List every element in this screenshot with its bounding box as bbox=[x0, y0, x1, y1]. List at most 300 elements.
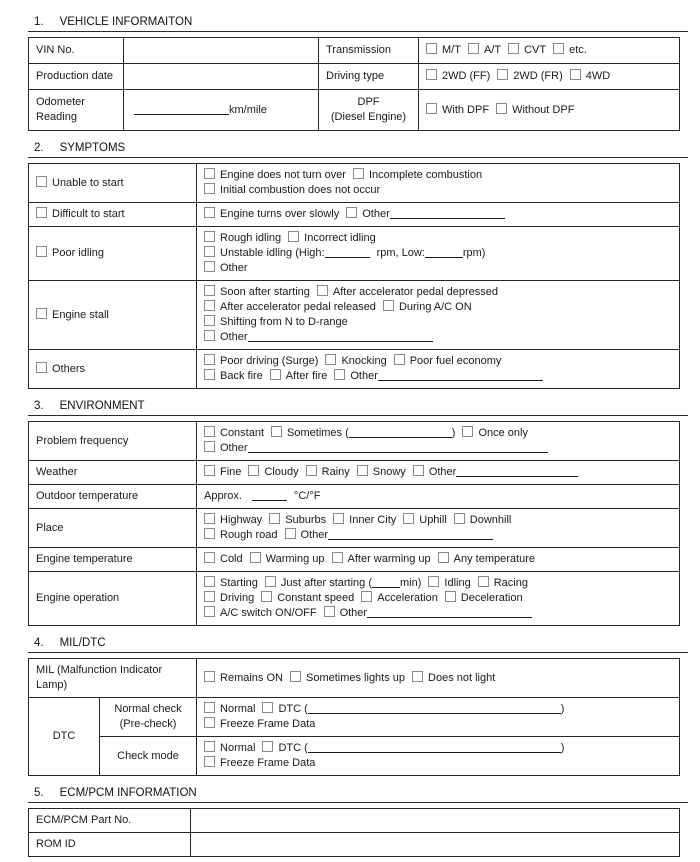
checkbox-icon[interactable] bbox=[462, 426, 473, 437]
checkbox-option[interactable] bbox=[204, 552, 243, 567]
checkbox-option[interactable] bbox=[306, 465, 350, 480]
checkbox-icon[interactable] bbox=[204, 369, 215, 380]
checkbox-icon[interactable] bbox=[357, 465, 368, 476]
checkbox-icon[interactable] bbox=[204, 606, 215, 617]
checkbox-option[interactable] bbox=[204, 576, 258, 591]
checkbox-icon[interactable] bbox=[271, 426, 282, 437]
checkbox-icon[interactable] bbox=[204, 330, 215, 341]
checkbox-option[interactable] bbox=[334, 369, 378, 384]
table-row bbox=[29, 833, 680, 857]
table-row bbox=[29, 350, 680, 389]
label-cell bbox=[29, 227, 197, 281]
checkbox-option[interactable] bbox=[204, 369, 263, 384]
label-cell bbox=[319, 90, 419, 131]
blank-line[interactable] bbox=[134, 103, 229, 115]
checkbox-option[interactable] bbox=[478, 576, 528, 591]
checkbox-option[interactable] bbox=[204, 168, 346, 183]
blank-line[interactable] bbox=[372, 576, 400, 588]
option-label: Engine does not turn over bbox=[220, 169, 346, 181]
static-text: VIN No. bbox=[36, 44, 75, 56]
checkbox-option[interactable] bbox=[204, 300, 376, 315]
checkbox-icon[interactable] bbox=[496, 103, 507, 114]
checkbox-option[interactable] bbox=[324, 606, 368, 621]
form-line bbox=[36, 69, 116, 84]
static-text: Transmission bbox=[326, 44, 391, 56]
checkbox-icon[interactable] bbox=[412, 671, 423, 682]
checkbox-icon[interactable] bbox=[426, 43, 437, 54]
input-cell[interactable] bbox=[124, 64, 319, 90]
checkbox-option[interactable] bbox=[269, 513, 326, 528]
checkbox-option[interactable] bbox=[288, 231, 376, 246]
checkbox-option[interactable] bbox=[36, 207, 125, 222]
option-label: After warming up bbox=[347, 553, 431, 565]
checkbox-option[interactable] bbox=[497, 69, 563, 84]
option-label: Driving bbox=[220, 592, 255, 604]
blank-line[interactable] bbox=[308, 702, 561, 714]
static-text: Driving type bbox=[326, 70, 385, 82]
option-label: Other bbox=[339, 607, 368, 619]
table-row bbox=[29, 64, 680, 90]
option-label: Difficult to start bbox=[52, 208, 125, 220]
form-line bbox=[107, 749, 189, 764]
checkbox-option[interactable] bbox=[361, 591, 438, 606]
static-text: rpm, Low: bbox=[376, 247, 425, 259]
form-line bbox=[204, 591, 672, 606]
option-label: After accelerator pedal released bbox=[220, 301, 376, 313]
checkbox-option[interactable] bbox=[204, 426, 264, 441]
checkbox-icon[interactable] bbox=[204, 300, 215, 311]
option-label: Unstable idling (High: bbox=[220, 247, 325, 259]
checkbox-option[interactable] bbox=[428, 576, 470, 591]
checkbox-option[interactable] bbox=[468, 43, 501, 58]
checkbox-icon[interactable] bbox=[346, 207, 357, 218]
section-number: 5. bbox=[34, 787, 44, 799]
checkbox-option[interactable] bbox=[204, 741, 255, 756]
option-label: Highway bbox=[220, 514, 263, 526]
checkbox-icon[interactable] bbox=[204, 513, 215, 524]
option-label: Constant speed bbox=[277, 592, 355, 604]
checkbox-option[interactable] bbox=[265, 576, 372, 591]
form-line bbox=[204, 354, 672, 369]
blank-line[interactable] bbox=[252, 489, 287, 501]
checkbox-icon[interactable] bbox=[394, 354, 405, 365]
checkbox-option[interactable] bbox=[204, 671, 283, 686]
checkbox-icon[interactable] bbox=[36, 207, 47, 218]
option-label: After fire bbox=[285, 370, 328, 382]
checkbox-option[interactable] bbox=[553, 43, 587, 58]
checkbox-icon[interactable] bbox=[204, 207, 215, 218]
checkbox-option[interactable] bbox=[317, 285, 498, 300]
checkbox-icon[interactable] bbox=[204, 285, 215, 296]
form-line bbox=[36, 43, 116, 58]
blank-line[interactable] bbox=[308, 741, 561, 753]
checkbox-option[interactable] bbox=[204, 330, 248, 345]
checkbox-option[interactable] bbox=[204, 528, 278, 543]
section-heading bbox=[28, 637, 688, 653]
option-label: Other bbox=[428, 466, 457, 478]
blank-line[interactable] bbox=[390, 207, 505, 219]
checkbox-icon[interactable] bbox=[383, 300, 394, 311]
option-label: Poor driving (Surge) bbox=[220, 355, 319, 367]
checkbox-option[interactable] bbox=[290, 671, 405, 686]
checkbox-icon[interactable] bbox=[204, 426, 215, 437]
checkbox-option[interactable] bbox=[394, 354, 502, 369]
checkbox-option[interactable] bbox=[332, 552, 431, 567]
static-text: Engine temperature bbox=[36, 553, 133, 565]
option-label: Sometimes lights up bbox=[305, 671, 406, 684]
label-cell bbox=[29, 422, 197, 461]
checkbox-icon[interactable] bbox=[553, 43, 564, 54]
static-text: ROM ID bbox=[36, 838, 76, 850]
option-label: With DPF bbox=[442, 103, 490, 116]
checkbox-option[interactable] bbox=[261, 591, 354, 606]
content-cell bbox=[419, 90, 680, 131]
checkbox-option[interactable] bbox=[508, 43, 546, 58]
option-label: Sometimes ( bbox=[287, 427, 349, 439]
checkbox-icon[interactable] bbox=[204, 246, 215, 257]
option-label: Incomplete combustion bbox=[368, 169, 483, 181]
checkbox-icon[interactable] bbox=[306, 465, 317, 476]
static-text: Outdoor temperature bbox=[36, 490, 139, 502]
checkbox-option[interactable] bbox=[426, 103, 489, 118]
checkbox-icon[interactable] bbox=[413, 465, 424, 476]
checkbox-option[interactable] bbox=[353, 168, 482, 183]
content-cell bbox=[197, 203, 680, 227]
checkbox-icon[interactable] bbox=[36, 176, 47, 187]
checkbox-option[interactable] bbox=[204, 315, 348, 330]
checkbox-icon[interactable] bbox=[570, 69, 581, 80]
option-label: 2WD (FR) bbox=[513, 70, 563, 82]
checkbox-icon[interactable] bbox=[426, 103, 437, 114]
checkbox-option[interactable] bbox=[570, 69, 610, 84]
section-heading bbox=[28, 787, 688, 803]
table-row bbox=[29, 485, 680, 509]
static-text: Engine operation bbox=[36, 592, 120, 604]
static-text: DPF bbox=[357, 96, 380, 108]
option-label: Other bbox=[350, 370, 378, 382]
checkbox-icon[interactable] bbox=[290, 671, 301, 682]
input-cell[interactable] bbox=[191, 833, 680, 857]
checkbox-icon[interactable] bbox=[248, 465, 259, 476]
section-title: MIL/DTC bbox=[59, 637, 106, 649]
checkbox-icon[interactable] bbox=[204, 576, 215, 587]
checkbox-option[interactable] bbox=[438, 552, 535, 567]
blank-line[interactable] bbox=[325, 246, 370, 258]
vehicle-information-table bbox=[28, 37, 680, 131]
checkbox-option[interactable] bbox=[204, 246, 325, 261]
option-label: Snowy bbox=[372, 466, 406, 478]
table-row bbox=[29, 461, 680, 485]
label-cell bbox=[29, 281, 197, 350]
static-text: °C/°F bbox=[293, 490, 321, 502]
checkbox-option[interactable] bbox=[426, 69, 490, 84]
checkbox-option[interactable] bbox=[462, 426, 528, 441]
option-label: DTC ( bbox=[278, 742, 308, 754]
checkbox-icon[interactable] bbox=[288, 231, 299, 242]
option-label: Cloudy bbox=[264, 466, 299, 478]
checkbox-icon[interactable] bbox=[332, 552, 343, 563]
section-heading bbox=[28, 400, 688, 416]
checkbox-icon[interactable] bbox=[325, 354, 336, 365]
content-cell bbox=[197, 485, 680, 509]
option-label: Without DPF bbox=[512, 103, 575, 116]
checkbox-icon[interactable] bbox=[333, 513, 344, 524]
checkbox-option[interactable] bbox=[346, 207, 390, 222]
option-label: Engine turns over slowly bbox=[220, 208, 340, 220]
checkbox-option[interactable] bbox=[204, 756, 315, 771]
checkbox-icon[interactable] bbox=[204, 261, 215, 272]
blank-line[interactable] bbox=[248, 330, 433, 342]
table-row bbox=[29, 281, 680, 350]
checkbox-option[interactable] bbox=[204, 285, 310, 300]
label-cell bbox=[29, 485, 197, 509]
form-line bbox=[36, 95, 116, 125]
checkbox-option[interactable] bbox=[454, 513, 512, 528]
checkbox-icon[interactable] bbox=[204, 465, 215, 476]
checkbox-option[interactable] bbox=[204, 231, 281, 246]
checkbox-icon[interactable] bbox=[269, 513, 280, 524]
checkbox-icon[interactable] bbox=[468, 43, 479, 54]
form-line bbox=[204, 576, 672, 591]
input-cell[interactable] bbox=[124, 90, 319, 131]
form-line bbox=[36, 489, 189, 504]
option-label: Initial combustion does not occur bbox=[220, 184, 381, 196]
checkbox-icon[interactable] bbox=[204, 528, 215, 539]
checkbox-icon[interactable] bbox=[353, 168, 364, 179]
checkbox-option[interactable] bbox=[250, 552, 325, 567]
blank-line[interactable] bbox=[248, 441, 548, 453]
checkbox-option[interactable] bbox=[403, 513, 447, 528]
checkbox-icon[interactable] bbox=[36, 308, 47, 319]
checkbox-icon[interactable] bbox=[403, 513, 414, 524]
input-cell[interactable] bbox=[191, 809, 680, 833]
table-row bbox=[29, 422, 680, 461]
checkbox-icon[interactable] bbox=[426, 69, 437, 80]
content-cell bbox=[197, 281, 680, 350]
checkbox-icon[interactable] bbox=[270, 369, 281, 380]
form-line bbox=[36, 837, 183, 852]
table-row bbox=[29, 38, 680, 64]
checkbox-option[interactable] bbox=[36, 246, 104, 261]
checkbox-icon[interactable] bbox=[204, 717, 215, 728]
checkbox-icon[interactable] bbox=[250, 552, 261, 563]
form-line bbox=[204, 183, 672, 198]
content-cell bbox=[197, 422, 680, 461]
checkbox-option[interactable] bbox=[204, 717, 315, 732]
checkbox-icon[interactable] bbox=[36, 362, 47, 373]
checkbox-option[interactable] bbox=[204, 513, 262, 528]
option-label: Remains ON bbox=[220, 671, 283, 684]
label-cell bbox=[29, 548, 197, 572]
static-text: Check mode bbox=[117, 749, 179, 762]
checkbox-option[interactable] bbox=[204, 465, 241, 480]
form-line bbox=[204, 300, 672, 315]
checkbox-option[interactable] bbox=[496, 103, 574, 118]
section-symptoms bbox=[28, 142, 688, 389]
checkbox-option[interactable] bbox=[204, 591, 254, 606]
form-line bbox=[204, 552, 672, 567]
content-cell bbox=[419, 64, 680, 90]
form-line bbox=[204, 369, 672, 384]
option-label: Rainy bbox=[321, 466, 350, 478]
checkbox-option[interactable] bbox=[285, 528, 329, 543]
checkbox-option[interactable] bbox=[426, 43, 461, 58]
static-text: Odometer Reading bbox=[36, 96, 85, 123]
option-label: Soon after starting bbox=[220, 286, 310, 298]
form-line bbox=[204, 756, 672, 771]
section-title: VEHICLE INFORMAITON bbox=[59, 16, 193, 28]
static-text: ) bbox=[560, 742, 565, 754]
blank-line[interactable] bbox=[456, 465, 578, 477]
option-label: Poor fuel economy bbox=[409, 355, 502, 367]
form-line bbox=[36, 246, 189, 261]
option-label: Any temperature bbox=[453, 553, 535, 565]
checkbox-icon[interactable] bbox=[204, 741, 215, 752]
checkbox-option[interactable] bbox=[270, 369, 328, 384]
form-line bbox=[134, 103, 311, 118]
form-line bbox=[326, 110, 411, 125]
checkbox-icon[interactable] bbox=[204, 231, 215, 242]
form-line bbox=[204, 513, 672, 528]
label-cell bbox=[29, 572, 197, 626]
label-cell bbox=[29, 64, 124, 90]
label-cell bbox=[29, 809, 191, 833]
checkbox-icon[interactable] bbox=[285, 528, 296, 539]
form-line bbox=[107, 717, 189, 732]
checkbox-icon[interactable] bbox=[262, 741, 273, 752]
option-label: During A/C ON bbox=[398, 301, 472, 313]
checkbox-icon[interactable] bbox=[361, 591, 372, 602]
checkbox-icon[interactable] bbox=[334, 369, 345, 380]
checkbox-option[interactable] bbox=[412, 671, 495, 686]
form-line bbox=[36, 729, 92, 744]
checkbox-option[interactable] bbox=[204, 183, 380, 198]
option-label: Once only bbox=[478, 427, 528, 439]
checkbox-icon[interactable] bbox=[478, 576, 489, 587]
blank-line[interactable] bbox=[328, 528, 493, 540]
blank-line[interactable] bbox=[349, 426, 452, 438]
static-text: Production date bbox=[36, 70, 114, 82]
content-cell bbox=[197, 164, 680, 203]
form-line bbox=[204, 231, 672, 246]
static-text: ECM/PCM Part No. bbox=[36, 814, 132, 826]
checkbox-option[interactable] bbox=[36, 308, 109, 323]
label-cell bbox=[29, 38, 124, 64]
checkbox-icon[interactable] bbox=[204, 591, 215, 602]
table-row bbox=[29, 164, 680, 203]
checkbox-icon[interactable] bbox=[204, 315, 215, 326]
checkbox-icon[interactable] bbox=[445, 591, 456, 602]
section-number: 1. bbox=[34, 16, 44, 28]
ecm-pcm-table bbox=[28, 808, 680, 857]
section-title: ENVIRONMENT bbox=[59, 400, 145, 412]
checkbox-icon[interactable] bbox=[204, 756, 215, 767]
checkbox-option[interactable] bbox=[333, 513, 396, 528]
section-title: SYMPTOMS bbox=[59, 142, 126, 154]
checkbox-icon[interactable] bbox=[454, 513, 465, 524]
section-environment bbox=[28, 400, 688, 626]
checkbox-icon[interactable] bbox=[497, 69, 508, 80]
checkbox-icon[interactable] bbox=[317, 285, 328, 296]
section-mil-dtc bbox=[28, 637, 688, 776]
checkbox-icon[interactable] bbox=[261, 591, 272, 602]
checkbox-option[interactable] bbox=[204, 207, 339, 222]
checkbox-icon[interactable] bbox=[262, 702, 273, 713]
checkbox-option[interactable] bbox=[445, 591, 523, 606]
checkbox-option[interactable] bbox=[36, 176, 124, 191]
table-row bbox=[29, 227, 680, 281]
checkbox-icon[interactable] bbox=[265, 576, 276, 587]
content-cell bbox=[197, 461, 680, 485]
input-cell[interactable] bbox=[124, 38, 319, 64]
checkbox-icon[interactable] bbox=[204, 702, 215, 713]
checkbox-option[interactable] bbox=[357, 465, 406, 480]
checkbox-option[interactable] bbox=[262, 741, 307, 756]
checkbox-option[interactable] bbox=[383, 300, 472, 315]
checkbox-icon[interactable] bbox=[36, 246, 47, 257]
checkbox-option[interactable] bbox=[204, 702, 255, 717]
checkbox-icon[interactable] bbox=[204, 168, 215, 179]
checkbox-option[interactable] bbox=[204, 354, 318, 369]
checkbox-option[interactable] bbox=[204, 261, 248, 276]
checkbox-icon[interactable] bbox=[438, 552, 449, 563]
option-label: Does not light bbox=[428, 671, 496, 684]
table-row bbox=[29, 203, 680, 227]
checkbox-option[interactable] bbox=[262, 702, 307, 717]
checkbox-icon[interactable] bbox=[508, 43, 519, 54]
option-label: Starting bbox=[220, 577, 258, 589]
checkbox-option[interactable] bbox=[248, 465, 298, 480]
checkbox-option[interactable] bbox=[325, 354, 386, 369]
option-label: After accelerator pedal depressed bbox=[332, 286, 498, 298]
mil-dtc-table bbox=[28, 658, 680, 776]
option-label: Other bbox=[220, 262, 248, 274]
checkbox-option[interactable] bbox=[204, 606, 317, 621]
blank-line[interactable] bbox=[425, 246, 463, 258]
checkbox-option[interactable] bbox=[36, 362, 85, 377]
form-line bbox=[326, 69, 411, 84]
label-cell bbox=[29, 659, 197, 698]
label-cell bbox=[100, 737, 197, 776]
option-label: 4WD bbox=[585, 70, 611, 82]
checkbox-icon[interactable] bbox=[204, 441, 215, 452]
label-cell bbox=[29, 203, 197, 227]
checkbox-icon[interactable] bbox=[428, 576, 439, 587]
section-number: 2. bbox=[34, 142, 44, 154]
form-line bbox=[36, 176, 189, 191]
content-cell bbox=[197, 698, 680, 737]
blank-line[interactable] bbox=[378, 369, 543, 381]
checkbox-icon[interactable] bbox=[204, 354, 215, 365]
label-cell bbox=[100, 698, 197, 737]
table-row bbox=[29, 90, 680, 131]
checkbox-option[interactable] bbox=[413, 465, 457, 480]
blank-line[interactable] bbox=[367, 606, 532, 618]
checkbox-option[interactable] bbox=[204, 441, 248, 456]
option-label: Rough road bbox=[220, 529, 278, 541]
checkbox-icon[interactable] bbox=[324, 606, 335, 617]
symptoms-table bbox=[28, 163, 680, 389]
checkbox-icon[interactable] bbox=[204, 671, 215, 682]
checkbox-option[interactable] bbox=[271, 426, 349, 441]
form-line bbox=[36, 465, 189, 480]
section-ecm-pcm-information bbox=[28, 787, 688, 857]
checkbox-icon[interactable] bbox=[204, 183, 215, 194]
static-text: Place bbox=[36, 521, 64, 534]
form-line bbox=[36, 434, 189, 449]
form-line bbox=[204, 489, 672, 504]
checkbox-icon[interactable] bbox=[204, 552, 215, 563]
